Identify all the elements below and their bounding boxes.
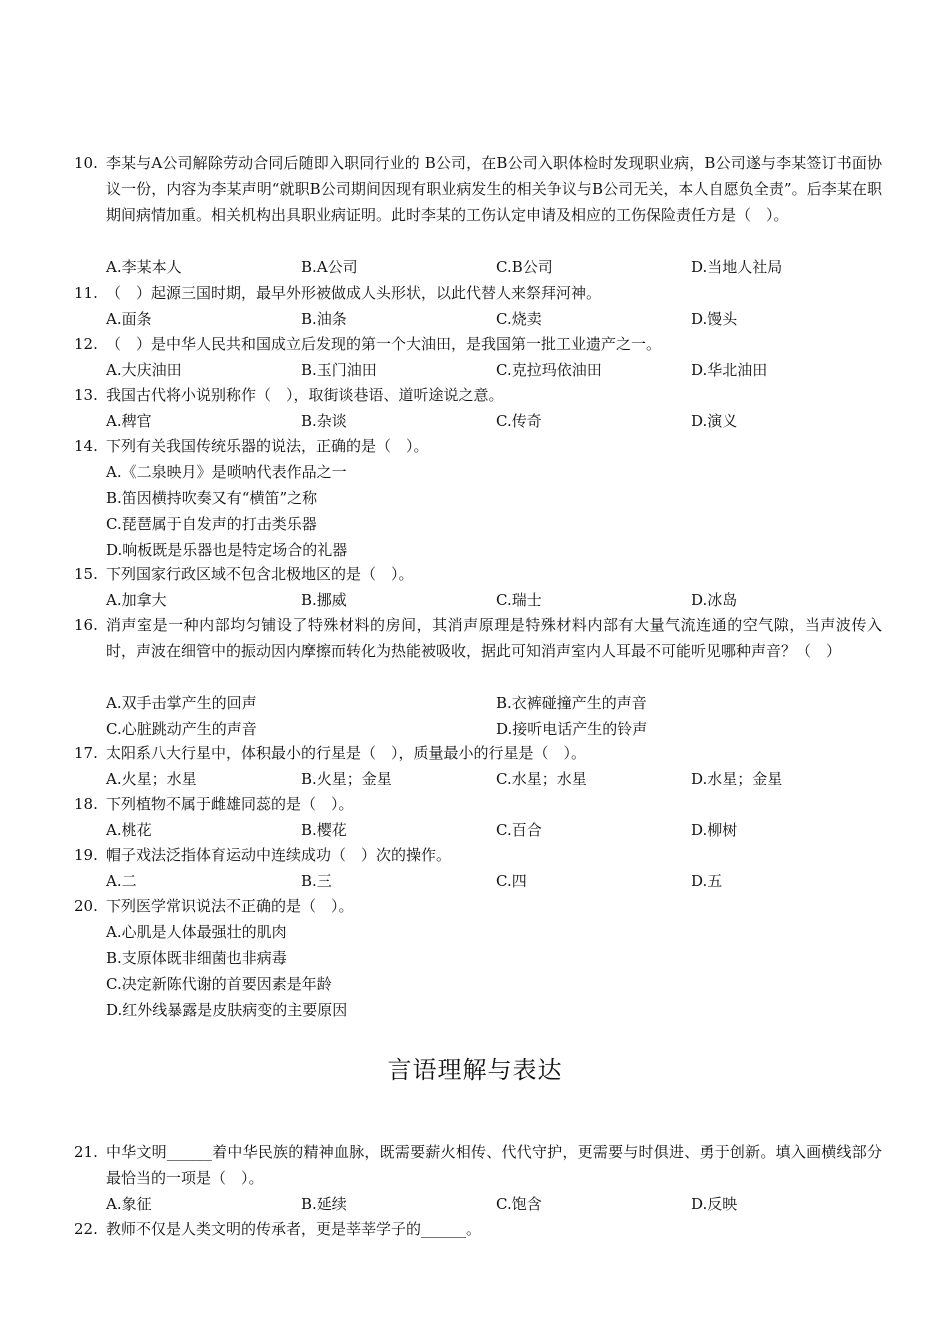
option-d: D.华北油田 — [691, 361, 768, 379]
option-d: D.演义 — [691, 412, 738, 430]
options-row — [106, 817, 896, 843]
question-number: 18. — [74, 795, 98, 813]
option-c: C.B公司 — [496, 258, 553, 276]
option-a: A.心肌是人体最强壮的肌肉 — [106, 923, 287, 941]
option-b: B.火星；金星 — [301, 770, 392, 788]
question-stem: 中华文明______着中华民族的精神血脉，既需要薪火相传、代代守护，更需要与时俱进、勇于创新。填入画横线部分最恰当的一项是（ ）。 — [106, 1143, 882, 1187]
option-d: D.馒头 — [691, 310, 738, 328]
options-row — [106, 587, 896, 613]
option-b: B.A公司 — [301, 258, 358, 276]
option-d: D.柳树 — [691, 821, 738, 839]
option-d: D.反映 — [691, 1195, 738, 1213]
option-a: A.桃花 — [106, 821, 152, 839]
question-stem: 太阳系八大行星中，体积最小的行星是（ ），质量最小的行星是（ ）。 — [106, 744, 587, 762]
question-stem: 教师不仅是人类文明的传承者，更是莘莘学子的______。 — [106, 1220, 482, 1238]
option-b: B.樱花 — [301, 821, 347, 839]
question-number: 12. — [74, 335, 98, 353]
options-row — [106, 254, 896, 280]
option-c: C.百合 — [496, 821, 542, 839]
option-b: B.三 — [301, 872, 332, 890]
option-d: D.水星；金星 — [691, 770, 783, 788]
option-c: C.瑞士 — [496, 591, 542, 609]
question-number: 13. — [74, 386, 98, 404]
option-d: D.当地人社局 — [691, 258, 783, 276]
option-a: A.李某本人 — [106, 258, 182, 276]
options-row — [106, 306, 896, 332]
option-a: A.大庆油田 — [106, 361, 182, 379]
question-stem: 下列国家行政区域不包含北极地区的是（ ）。 — [106, 565, 414, 583]
question-number: 20. — [74, 897, 98, 915]
question-number: 10. — [74, 154, 98, 172]
options-row — [106, 1191, 896, 1217]
question-number: 19. — [74, 846, 98, 864]
option-a: A.《二泉映月》是唢呐代表作品之一 — [106, 463, 347, 481]
question-stem: （ ）起源三国时期，最早外形被做成人头形状，以此代替人来祭拜河神。 — [106, 284, 602, 302]
option-d: D.红外线暴露是皮肤病变的主要原因 — [106, 1001, 348, 1019]
option-c: C.饱含 — [496, 1195, 542, 1213]
question-stem: （ ）是中华人民共和国成立后发现的第一个大油田，是我国第一批工业遗产之一。 — [106, 335, 662, 353]
option-a: A.双手击掌产生的回声 — [106, 694, 257, 712]
option-c: C.传奇 — [496, 412, 542, 430]
option-b: B.衣裤碰撞产生的声音 — [496, 694, 647, 712]
question-number: 16. — [74, 616, 98, 634]
question-stem: 我国古代将小说别称作（ ），取街谈巷语、道听途说之意。 — [106, 386, 504, 404]
question-number: 14. — [74, 437, 98, 455]
option-d: D.接听电话产生的铃声 — [496, 720, 648, 738]
question-stem: 下列植物不属于雌雄同蕊的是（ ）。 — [106, 795, 354, 813]
option-d: D.冰岛 — [691, 591, 738, 609]
option-b: B.杂谈 — [301, 412, 347, 430]
option-c: C.水星；水星 — [496, 770, 587, 788]
question-stem: 下列医学常识说法不正确的是（ ）。 — [106, 897, 354, 915]
option-b: B.笛因横持吹奏又有“横笛”之称 — [106, 489, 318, 507]
option-d: D.响板既是乐器也是特定场合的礼器 — [106, 541, 348, 559]
question-stem: 下列有关我国传统乐器的说法，正确的是（ ）。 — [106, 437, 429, 455]
option-a: A.加拿大 — [106, 591, 167, 609]
question-stem: 李某与A公司解除劳动合同后随即入职同行业的 B公司，在B公司入职体检时发现职业病，B公司遂与李某签订书面协议一份，内容为李某声明“就职B公司期间因现有职业病发生的相关争议与B公司无关，本人自愿负全责”。后李某在职期间病情加重。相关机构出具职业病证明。此时李某的工伤认定申请及相应的工伤保险责任方是（ ）。 — [106, 154, 882, 224]
options-row — [106, 766, 896, 792]
question-stem: 帽子戏法泛指体育运动中连续成功（ ）次的操作。 — [106, 846, 452, 864]
options-list — [106, 919, 347, 1023]
option-b: B.挪威 — [301, 591, 347, 609]
option-c: C.四 — [496, 872, 527, 890]
option-a: A.象征 — [106, 1195, 152, 1213]
option-a: A.稗官 — [106, 412, 152, 430]
options-row — [106, 716, 896, 742]
option-c: C.心脏跳动产生的声音 — [106, 720, 257, 738]
option-a: A.二 — [106, 872, 137, 890]
option-c: C.烧卖 — [496, 310, 542, 328]
option-d: D.五 — [691, 872, 723, 890]
option-a: A.火星；水星 — [106, 770, 197, 788]
option-b: B.延续 — [301, 1195, 347, 1213]
section-title: 言语理解与表达 — [387, 1056, 563, 1084]
question-number: 11. — [74, 284, 98, 302]
option-b: B.玉门油田 — [301, 361, 377, 379]
question-number: 22. — [74, 1220, 98, 1238]
question-number: 17. — [74, 744, 98, 762]
question-stem: 消声室是一种内部均匀铺设了特殊材料的房间，其消声原理是特殊材料内部有大量气流连通的空气隙，当声波传入时，声波在细管中的振动因内摩擦而转化为热能被吸收，据此可知消声室内人耳最不可能听见哪种声音？（ ） — [106, 616, 882, 660]
question-number: 15. — [74, 565, 98, 583]
options-row — [106, 408, 896, 434]
option-c: C.克拉玛依油田 — [496, 361, 602, 379]
options-row — [106, 868, 896, 894]
option-b: B.油条 — [301, 310, 347, 328]
option-b: B.支原体既非细菌也非病毒 — [106, 949, 287, 967]
question-number: 21. — [74, 1143, 98, 1161]
option-c: C.琵琶属于自发声的打击类乐器 — [106, 515, 317, 533]
option-a: A.面条 — [106, 310, 152, 328]
options-row — [106, 690, 896, 716]
options-list — [106, 459, 347, 563]
options-row — [106, 357, 896, 383]
option-c: C.决定新陈代谢的首要因素是年龄 — [106, 975, 332, 993]
